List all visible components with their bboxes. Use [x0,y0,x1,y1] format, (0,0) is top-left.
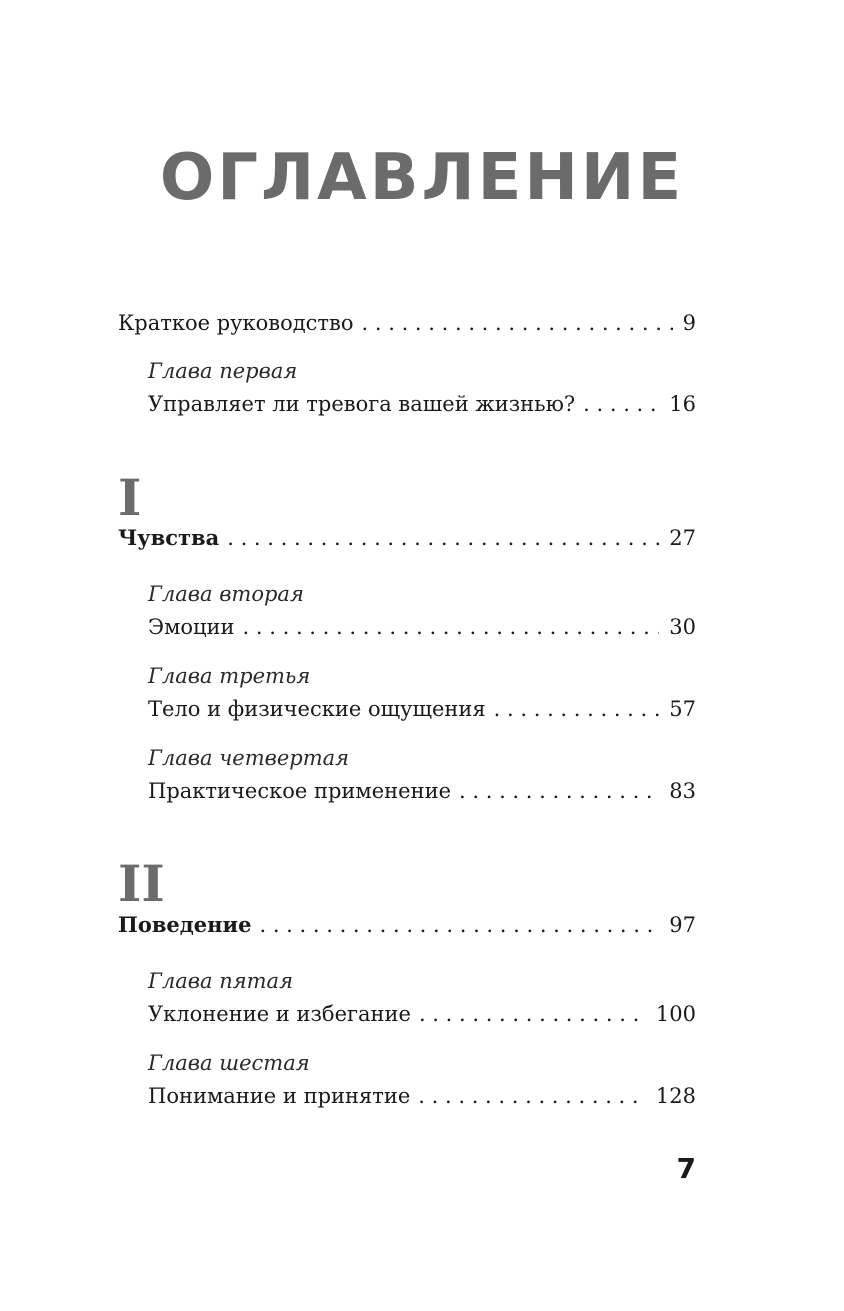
toc-entry-part-2[interactable] [118,910,696,940]
page-number: 7 [676,1152,696,1185]
toc-page-number: 100 [655,1002,696,1026]
toc-entry-chapter-4[interactable] [148,776,696,806]
chapter-label: Глава третья [148,664,311,688]
toc-page-number: 97 [669,913,696,937]
toc-page-number: 27 [669,526,696,550]
dot-leader [494,694,660,724]
toc-entry-title: Управляет ли тревога вашей жизнью? [148,392,576,416]
chapter-label: Глава четвертая [148,746,350,770]
dot-leader [362,308,673,338]
toc-entry-chapter-1[interactable] [148,389,696,419]
toc-page-number: 83 [669,779,696,803]
chapter-label: Глава шестая [148,1051,310,1075]
toc-page-number: 30 [669,615,696,639]
part-numeral: II [118,854,165,913]
toc-entry-title: Чувства [118,525,220,550]
toc-entry-intro[interactable] [118,308,696,338]
toc-entry-chapter-3[interactable] [148,694,696,724]
dot-leader [243,612,660,642]
toc-page-number: 57 [669,697,696,721]
toc-entry-title: Краткое руководство [118,311,354,335]
dot-leader [259,910,659,940]
toc-entry-title: Уклонение и избегание [148,1002,411,1026]
toc-entry-title: Понимание и принятие [148,1084,411,1108]
part-numeral: I [118,468,142,527]
dot-leader [583,389,659,419]
toc-entry-chapter-5[interactable] [148,999,696,1029]
toc-page-number: 128 [655,1084,696,1108]
toc-page-number: 16 [669,392,696,416]
toc-entry-chapter-6[interactable] [148,1081,696,1111]
toc-entry-title: Поведение [118,912,252,937]
page-title: ОГЛАВЛЕНИЕ [159,141,685,215]
toc-entry-title: Тело и физические ощущения [148,697,486,721]
dot-leader [418,1081,646,1111]
chapter-label: Глава пятая [148,969,293,993]
dot-leader [419,999,646,1029]
toc-entry-chapter-2[interactable] [148,612,696,642]
toc-page-number: 9 [682,311,696,335]
chapter-label: Глава вторая [148,582,304,606]
toc-entry-part-1[interactable] [118,523,696,553]
toc-entry-title: Практическое применение [148,779,452,803]
dot-leader [227,523,659,553]
chapter-label: Глава первая [148,359,298,383]
dot-leader [459,776,659,806]
toc-entry-title: Эмоции [148,615,235,639]
